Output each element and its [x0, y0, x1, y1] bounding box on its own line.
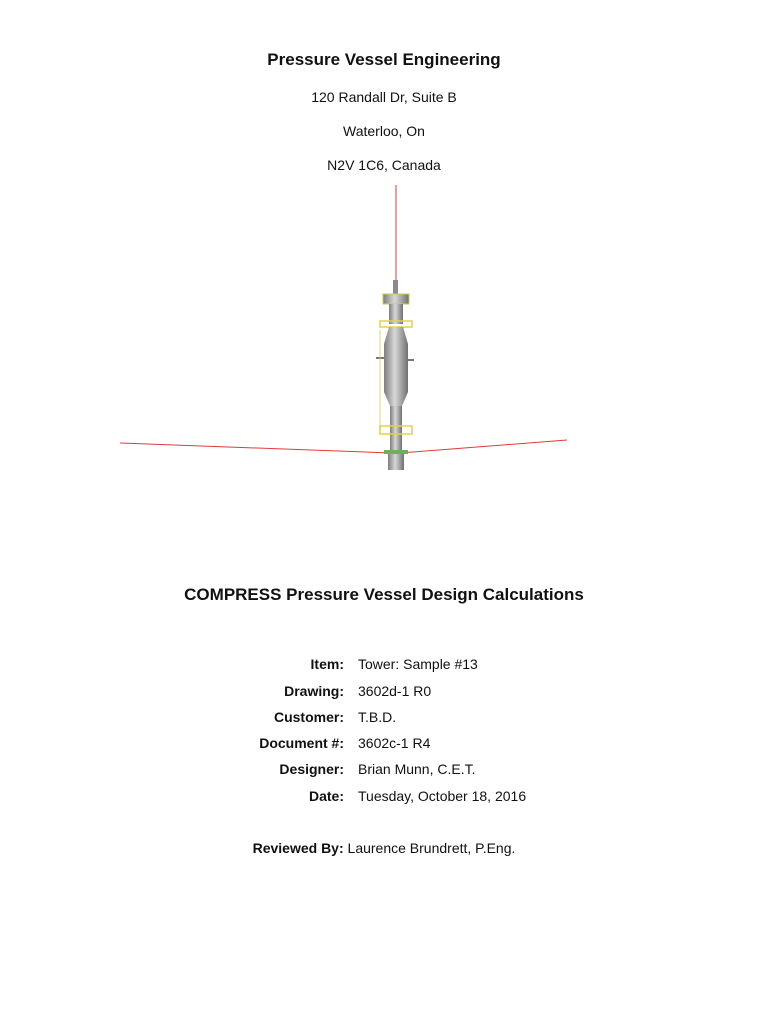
detail-label: Document #: — [259, 735, 344, 751]
detail-row-drawing — [0, 683, 768, 703]
address-line-3: N2V 1C6, Canada — [327, 157, 441, 173]
detail-row-document — [0, 735, 768, 755]
vessel-drawing — [0, 180, 768, 480]
detail-value: 3602c-1 R4 — [358, 735, 431, 751]
detail-value: 3602d-1 R0 — [358, 683, 432, 699]
document-title: COMPRESS Pressure Vessel Design Calculations — [184, 585, 584, 604]
detail-row-item — [0, 656, 768, 676]
reviewed-by — [0, 840, 768, 856]
main-shell — [384, 344, 408, 392]
detail-value: Tuesday, October 18, 2016 — [358, 788, 527, 804]
lower-cone — [384, 392, 408, 406]
company-name: Pressure Vessel Engineering — [267, 50, 501, 69]
skirt-ring — [384, 450, 408, 454]
detail-row-designer — [0, 761, 768, 781]
detail-row-date — [0, 788, 768, 808]
detail-label: Date: — [308, 788, 344, 804]
detail-value: Brian Munn, C.E.T. — [358, 761, 476, 777]
detail-value: Tower: Sample #13 — [358, 656, 478, 672]
address-line-1: 120 Randall Dr, Suite B — [311, 89, 457, 105]
top-flange — [383, 294, 409, 304]
detail-row-customer — [0, 709, 768, 729]
left-axis-line — [120, 443, 392, 453]
upper-cone — [384, 327, 408, 344]
detail-label: Customer: — [273, 709, 344, 725]
skirt — [388, 454, 404, 470]
detail-label: Item: — [310, 656, 344, 672]
lower-shell — [390, 406, 402, 450]
detail-label: Designer: — [279, 761, 344, 777]
address-line-2: Waterloo, On — [343, 123, 425, 139]
reviewer-name: Laurence Brundrett, P.Eng. — [347, 840, 516, 856]
detail-value: T.B.D. — [358, 709, 397, 725]
detail-label: Drawing: — [284, 683, 344, 699]
top-nozzle — [393, 280, 398, 294]
reviewed-by-label: Reviewed By: — [252, 840, 344, 856]
right-axis-line — [400, 440, 567, 453]
